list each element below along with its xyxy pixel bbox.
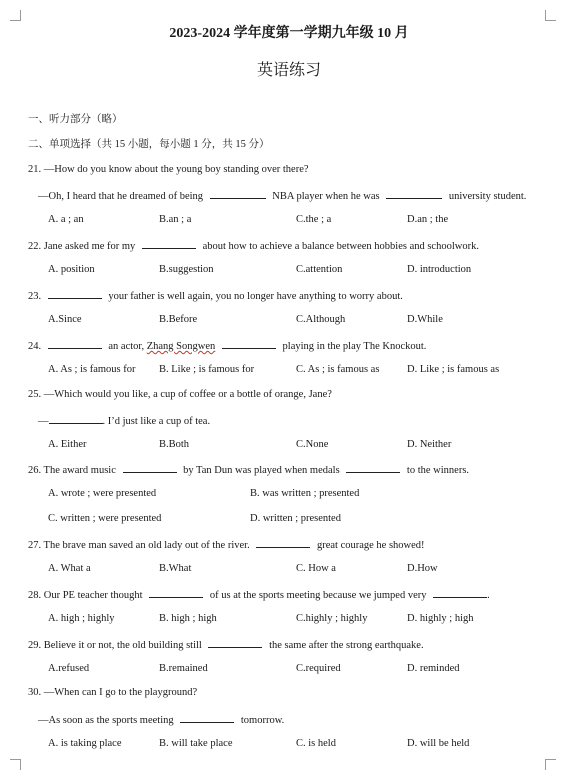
q29-option-b: B.remained — [159, 663, 208, 674]
q27-stem-a: 27. The brave man saved an old lady out of the river. — [28, 540, 250, 551]
q29-option-a: A.refused — [48, 663, 90, 674]
q25-line2-a: — — [38, 416, 49, 427]
q25-option-d: D. Neither — [407, 439, 452, 450]
q26-option-c: C. written ; were presented — [48, 513, 162, 524]
answer-blank[interactable] — [149, 587, 203, 598]
corner-mark-bottom-right — [545, 759, 556, 770]
q21-line2-b: NBA player when he was — [272, 191, 380, 202]
q30-option-b: B. will take place — [159, 738, 233, 749]
corner-mark-top-right — [545, 10, 556, 21]
q25-option-b: B.Both — [159, 439, 190, 450]
q25-option-c: C.None — [296, 439, 329, 450]
q30-stem: 30. —When can I go to the playground? — [28, 687, 198, 698]
q22-stem — [28, 238, 479, 254]
section-single-choice: 二、单项选择（共 15 小题，每小题 1 分，共 15 分） — [28, 139, 270, 150]
q26-option-d: D. written ; presented — [250, 513, 341, 524]
q24-option-d: D. Like ; is famous as — [407, 364, 500, 375]
q23-option-a: A.Since — [48, 314, 82, 325]
q29-option-c: C.required — [296, 663, 341, 674]
q27-option-d: D.How — [407, 563, 438, 574]
q25-stem: 25. —Which would you like, a cup of coffee or a bottle of orange, Jane? — [28, 389, 332, 400]
q22-option-d: D. introduction — [407, 264, 472, 275]
q29-stem-b: the same after the strong earthquake. — [269, 640, 424, 651]
q28-stem — [28, 587, 490, 603]
answer-blank[interactable] — [123, 462, 177, 473]
q24-number: 24. — [28, 341, 42, 352]
q25-option-a: A. Either — [48, 439, 87, 450]
document-title: 2023-2024 学年度第一学期九年级 10 月 — [169, 26, 409, 41]
q24-stem — [28, 338, 426, 354]
q30-line2 — [38, 712, 284, 728]
section-listening: 一、听力部分（略） — [28, 114, 123, 125]
q25-line2 — [38, 413, 210, 429]
q24-person-name: Zhang Songwen — [146, 341, 216, 352]
q23-option-d: D.While — [407, 314, 443, 325]
q21-option-b: B.an ; a — [159, 214, 192, 225]
q27-option-b: B.What — [159, 563, 192, 574]
q24-option-a: A. As ; is famous for — [48, 364, 136, 375]
q22-option-b: B.suggestion — [159, 264, 214, 275]
q24-stem-c: playing in the play The Knockout. — [282, 341, 427, 352]
corner-mark-bottom-left — [10, 759, 21, 770]
q29-stem — [28, 637, 424, 653]
answer-blank[interactable] — [222, 338, 276, 349]
q23-option-b: B.Before — [159, 314, 198, 325]
answer-blank[interactable] — [49, 413, 103, 424]
q28-stem-a: 28. Our PE teacher thought — [28, 590, 143, 601]
q26-option-a: A. wrote ; were presented — [48, 488, 157, 499]
answer-blank[interactable] — [433, 587, 487, 598]
q24-stem-b: an actor, — [108, 341, 145, 352]
q28-stem-b: of us at the sports meeting because we jumped very — [209, 590, 427, 601]
answer-blank[interactable] — [256, 537, 310, 548]
q21-line2 — [38, 188, 526, 204]
answer-blank[interactable] — [48, 338, 102, 349]
q25-line2-b: . I’d just like a cup of tea. — [102, 416, 211, 427]
q30-option-d: D. will be held — [407, 738, 470, 749]
q22-option-c: C.attention — [296, 264, 343, 275]
q30-option-c: C. is held — [296, 738, 336, 749]
q21-line2-c: university student. — [448, 191, 527, 202]
q21-stem: 21. —How do you know about the young boy standing over there? — [28, 164, 309, 175]
q27-stem — [28, 537, 425, 553]
q21-option-d: D.an ; the — [407, 214, 449, 225]
corner-mark-top-left — [10, 10, 21, 21]
q22-stem-b: about how to achieve a balance between hobbies and schoolwork. — [202, 241, 479, 252]
q23-number: 23. — [28, 291, 42, 302]
q30-option-a: A. is taking place — [48, 738, 122, 749]
q28-option-a: A. high ; highly — [48, 613, 115, 624]
q27-stem-b: great courage he showed! — [316, 540, 425, 551]
q26-stem-c: to the winners. — [406, 465, 470, 476]
answer-blank[interactable] — [386, 188, 442, 199]
q28-option-b: B. high ; high — [159, 613, 217, 624]
q30-line2-a: —As soon as the sports meeting — [38, 715, 174, 726]
q22-option-a: A. position — [48, 264, 95, 275]
document-subtitle: 英语练习 — [256, 62, 321, 79]
q26-stem — [28, 462, 469, 478]
answer-blank[interactable] — [210, 188, 266, 199]
q21-option-c: C.the ; a — [296, 214, 332, 225]
answer-blank[interactable] — [208, 637, 262, 648]
q28-option-c: C.highly ; highly — [296, 613, 368, 624]
q23-stem-b: your father is well again, you no longer have anything to worry about. — [108, 291, 403, 302]
q23-option-c: C.Although — [296, 314, 346, 325]
q29-option-d: D. reminded — [407, 663, 460, 674]
q26-stem-b: by Tan Dun was played when medals — [183, 465, 340, 476]
answer-blank[interactable] — [48, 288, 102, 299]
q29-stem-a: 29. Believe it or not, the old building still — [28, 640, 202, 651]
answer-blank[interactable] — [346, 462, 400, 473]
q27-option-c: C. How a — [296, 563, 336, 574]
answer-blank[interactable] — [142, 238, 196, 249]
q27-option-a: A. What a — [48, 563, 91, 574]
q24-option-c: C. As ; is famous as — [296, 364, 380, 375]
answer-blank[interactable] — [180, 712, 234, 723]
q28-stem-c: . — [487, 590, 490, 601]
q21-line2-a: —Oh, I heard that he dreamed of being — [38, 191, 204, 202]
q26-stem-a: 26. The award music — [28, 465, 116, 476]
q24-option-b: B. Like ; is famous for — [159, 364, 255, 375]
q30-line2-b: tomorrow. — [240, 715, 285, 726]
q21-option-a: A. a ; an — [48, 214, 84, 225]
q28-option-d: D. highly ; high — [407, 613, 474, 624]
q22-stem-a: 22. Jane asked me for my — [28, 241, 136, 252]
q23-stem — [28, 288, 403, 304]
q26-option-b: B. was written ; presented — [250, 488, 360, 499]
